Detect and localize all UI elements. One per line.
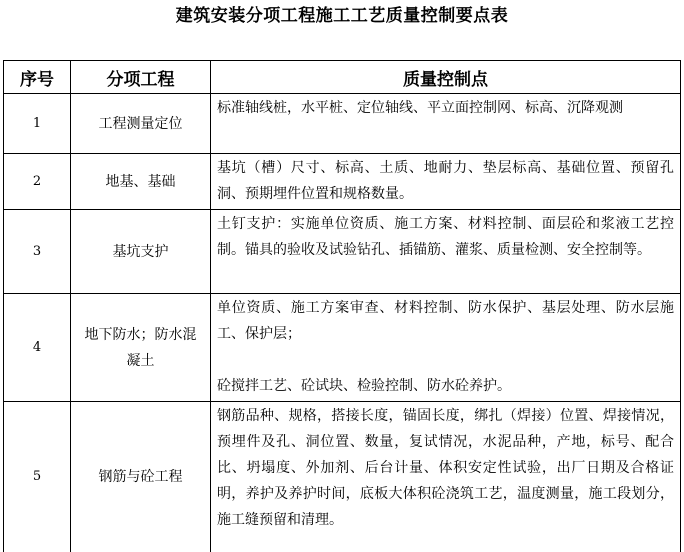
row-number: 5 [4,402,71,552]
row-number: 4 [4,294,71,402]
table-row [4,154,681,210]
row-item: 地基、基础 [71,154,211,210]
row-points [211,294,681,402]
quality-control-table [3,60,681,552]
table-row [4,94,681,154]
row-points [211,402,681,552]
row-points-text: 基坑（槽）尺寸、标高、土质、地耐力、垫层标高、基础位置、预留孔洞、预期埋件位置和规格数量。 [217,160,674,202]
table-row [4,294,681,402]
row-points [211,210,681,294]
row-item: 钢筋与砼工程 [71,402,211,552]
row-number: 3 [4,210,71,294]
document-title: 建筑安装分项工程施工工艺质量控制要点表 [175,6,509,26]
header-number: 序号 [4,61,71,94]
row-number: 1 [4,94,71,154]
row-points [211,154,681,210]
row-item: 工程测量定位 [71,94,211,154]
row-item: 地下防水；防水混凝土 [71,294,211,402]
row-points [211,94,681,154]
row-points-text: 标准轴线桩，水平桩、定位轴线、平立面控制网、标高、沉降观测 [217,100,623,116]
row-points-text: 单位资质、施工方案审查、材料控制、防水保护、基层处理、防水层施工、保护层； [217,300,674,342]
row-points-text: 土钉支护：实施单位资质、施工方案、材料控制、面层砼和浆液工艺控制。锚具的验收及试验钻孔、插锚筋、灌浆、质量检测、安全控制等。 [217,216,674,258]
row-points-text: 钢筋品种、规格，搭接长度，锚固长度，绑扎（焊接）位置、焊接情况，预埋件及孔、洞位置、数量，复试情况，水泥品种，产地，标号、配合比、坍塌度、外加剂、后台计量、体积安定性试验，出厂日期及合格证明，养护及养护时间，底板大体积砼浇筑工艺，温度测量，施工段划分，施工缝预留和清理。 [217,408,674,528]
header-points: 质量控制点 [211,61,681,94]
table-row [4,402,681,552]
table-header-row [4,61,681,94]
row-number: 2 [4,154,71,210]
row-item: 基坑支护 [71,210,211,294]
row-points-text: 砼搅拌工艺、砼试块、检验控制、防水砼养护。 [217,378,511,394]
table-row [4,210,681,294]
header-item: 分项工程 [71,61,211,94]
